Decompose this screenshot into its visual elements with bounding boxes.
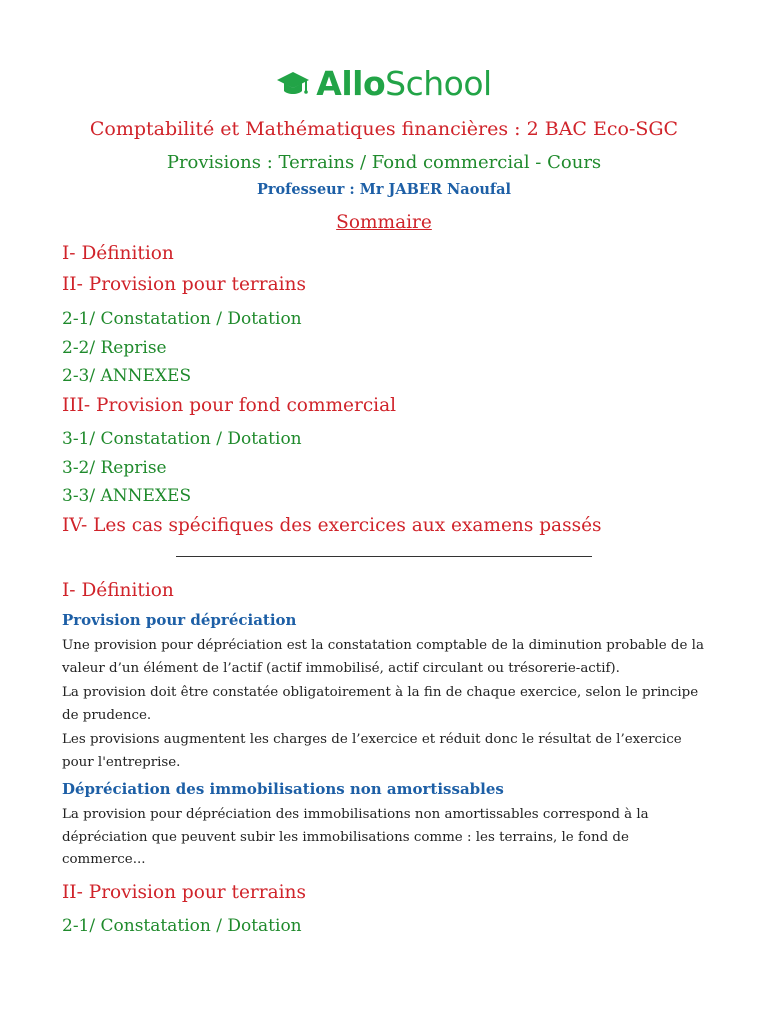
toc-item: 2-1/ Constatation / Dotation bbox=[62, 309, 302, 329]
document-subtitle: Provisions : Terrains / Fond commercial - Cours bbox=[166, 152, 602, 173]
professor-name: Professeur : Mr JABER Naoufal bbox=[256, 181, 512, 198]
alloschool-logo bbox=[0, 64, 768, 103]
subsection-heading: Provision pour dépréciation bbox=[62, 611, 297, 629]
toc-item: 3-2/ Reprise bbox=[62, 458, 167, 478]
section-heading: I- Définition bbox=[62, 580, 174, 601]
toc-item: 2-3/ ANNEXES bbox=[62, 366, 192, 386]
paragraph: La provision doit être constatée obligatoirement à la fin de chaque exercice, selon le principe de prudence. bbox=[62, 685, 699, 723]
toc-item: I- Définition bbox=[62, 243, 174, 264]
paragraph: Les provisions augmentent les charges de l’exercice et réduit donc le résultat de l’exercice pour l'entreprise. bbox=[62, 732, 682, 770]
toc-item: 3-1/ Constatation / Dotation bbox=[62, 429, 302, 449]
toc-item: IV- Les cas spécifiques des exercices aux examens passés bbox=[62, 515, 602, 536]
divider bbox=[176, 556, 592, 557]
summary-heading: Sommaire bbox=[336, 212, 432, 233]
paragraph: La provision pour dépréciation des immobilisations non amortissables correspond à la dépréciation que peuvent subir les immobilisations comme : les terrains, le fond de commerce... bbox=[62, 807, 649, 867]
graduation-cap-icon bbox=[276, 69, 310, 99]
toc-item: 3-3/ ANNEXES bbox=[62, 486, 192, 506]
toc-item: II- Provision pour terrains bbox=[62, 274, 306, 295]
paragraph: Une provision pour dépréciation est la constatation comptable de la diminution probable de la valeur d’un élément de l’actif (actif immobilisé, actif circulant ou trésorerie-actif). bbox=[62, 638, 704, 676]
section-heading: II- Provision pour terrains bbox=[62, 882, 306, 903]
document-title: Comptabilité et Mathématiques financières : 2 BAC Eco-SGC bbox=[89, 118, 679, 140]
toc-item: III- Provision pour fond commercial bbox=[62, 395, 397, 416]
brand-name: AlloSchool bbox=[316, 64, 492, 103]
subsection-heading: 2-1/ Constatation / Dotation bbox=[62, 916, 302, 936]
toc-item: 2-2/ Reprise bbox=[62, 338, 167, 358]
subsection-heading: Dépréciation des immobilisations non amortissables bbox=[62, 780, 504, 798]
